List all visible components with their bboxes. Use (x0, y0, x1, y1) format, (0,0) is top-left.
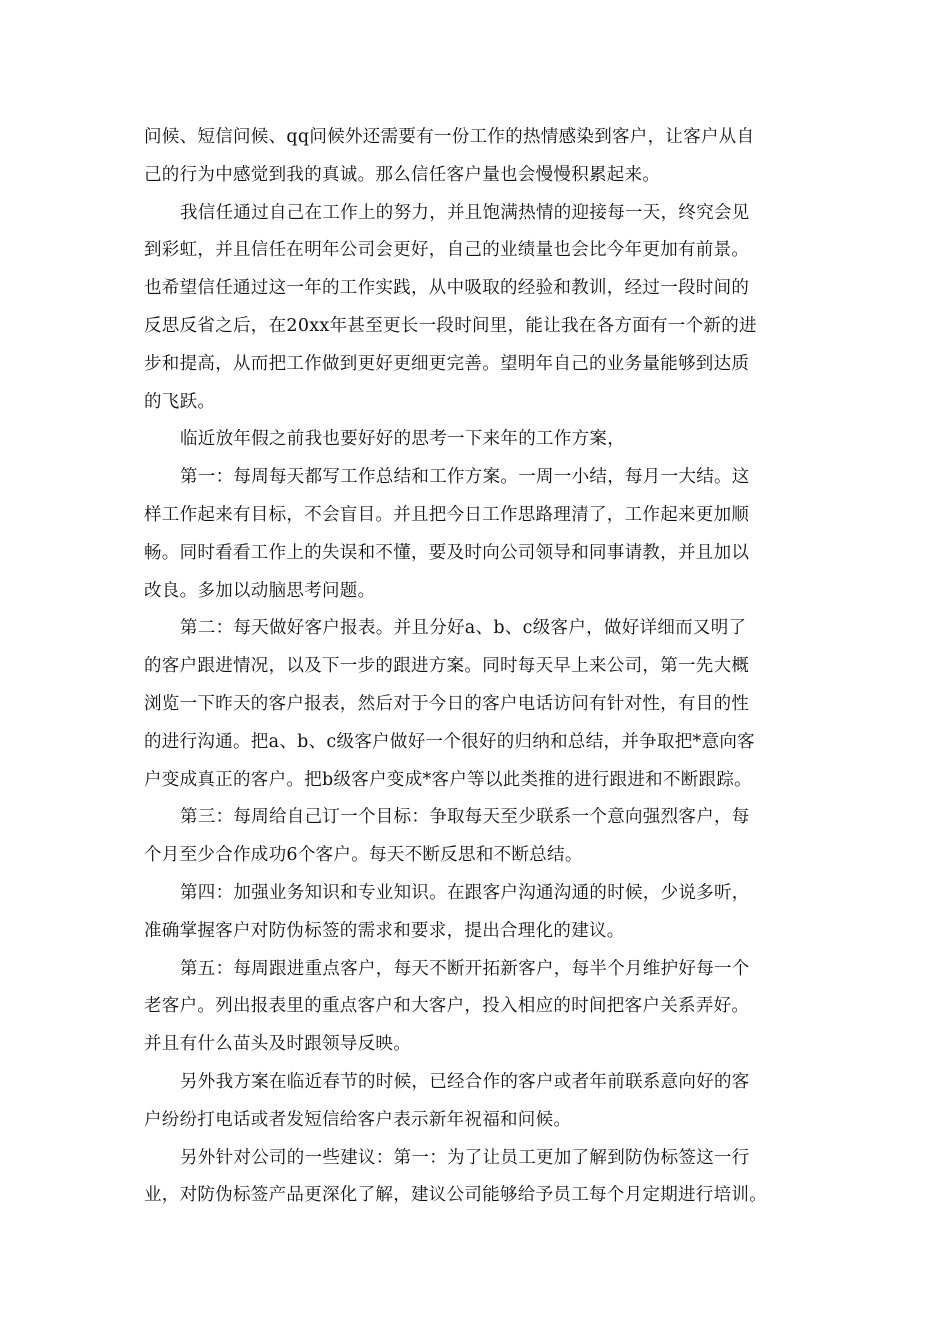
text-line: 也希望信任通过这一年的工作实践，从中吸取的经验和教训，经过一段时间的 (144, 278, 750, 299)
paragraph (144, 195, 806, 422)
text-line: 第四：加强业务知识和专业知识。在跟客户沟通沟通的时候，少说多听， (180, 882, 750, 903)
text-line: 问候、短信问候、qq问候外还需要有一份工作的热情感染到客户，让客户从自 (144, 127, 755, 147)
text-line: 步和提高，从而把工作做到更好更细更完善。望明年自己的业务量能够到达质 (144, 353, 750, 374)
paragraph (144, 875, 806, 951)
document-body (144, 119, 806, 1215)
text-line: 并且有什么苗头及时跟领导反映。 (144, 1034, 411, 1055)
text-line: 我信任通过自己在工作上的努力，并且饱满热情的迎接每一天，终究会见 (180, 202, 750, 223)
paragraph (144, 610, 806, 799)
text-line: 反思反省之后，在20xx年甚至更长一段时间里，能让我在各方面有一个新的进 (144, 315, 757, 336)
text-line: 老客户。列出报表里的重点客户和大客户，投入相应的时间把客户关系弄好。 (144, 996, 750, 1017)
text-line: 户纷纷打电话或者发短信给客户表示新年祝福和问候。 (144, 1109, 572, 1130)
paragraph (144, 1064, 806, 1140)
text-line: 第五：每周跟进重点客户，每天不断开拓新客户，每半个月维护好每一个 (180, 958, 750, 979)
text-line: 第一：每周每天都写工作总结和工作方案。一周一小结，每月一大结。这 (180, 467, 750, 488)
paragraph (144, 951, 806, 1064)
paragraph (144, 799, 806, 875)
text-line: 浏览一下昨天的客户报表，然后对于今日的客户电话访问有针对性，有目的性 (144, 693, 750, 714)
text-line: 户变成真正的客户。把b级客户变成*客户等以此类推的进行跟进和不断跟踪。 (144, 769, 752, 790)
text-line: 第二：每天做好客户报表。并且分好a、b、c级客户，做好详细而又明了 (180, 618, 747, 639)
text-line: 的客户跟进情况，以及下一步的跟进方案。同时每天早上来公司，第一先大概 (144, 656, 750, 677)
text-line: 准确掌握客户对防伪标签的需求和要求，提出合理化的建议。 (144, 920, 625, 941)
text-line: 到彩虹，并且信任在明年公司会更好，自己的业绩量也会比今年更加有前景。 (144, 240, 750, 261)
text-line: 的飞跃。 (144, 391, 216, 412)
text-line: 临近放年假之前我也要好好的思考一下来年的工作方案， (180, 429, 625, 450)
text-line: 另外针对公司的一些建议：第一：为了让员工更加了解到防伪标签这一行 (180, 1147, 750, 1168)
paragraph (144, 459, 806, 610)
text-line: 个月至少合作成功6个客户。每天不断反思和不断总结。 (144, 845, 583, 866)
text-line: 改良。多加以动脑思考问题。 (144, 580, 376, 601)
text-line: 的进行沟通。把a、b、c级客户做好一个很好的归纳和总结，并争取把*意向客 (144, 731, 755, 752)
text-line: 第三：每周给自己订一个目标：争取每天至少联系一个意向强烈客户，每 (180, 807, 750, 828)
paragraph (144, 421, 806, 459)
text-line: 畅。同时看看工作上的失误和不懂，要及时向公司领导和同事请教，并且加以 (144, 542, 750, 563)
paragraph (144, 119, 806, 195)
text-line: 另外我方案在临近春节的时候，已经合作的客户或者年前联系意向好的客 (180, 1071, 750, 1092)
paragraph (144, 1140, 806, 1216)
text-line: 己的行为中感觉到我的真诚。那么信任客户量也会慢慢积累起来。 (144, 164, 661, 185)
text-line: 样工作起来有目标，不会盲目。并且把今日工作思路理清了，工作起来更加顺 (144, 504, 750, 525)
text-line: 业，对防伪标签产品更深化了解，建议公司能够给予员工每个月定期进行培训。 (144, 1185, 767, 1206)
